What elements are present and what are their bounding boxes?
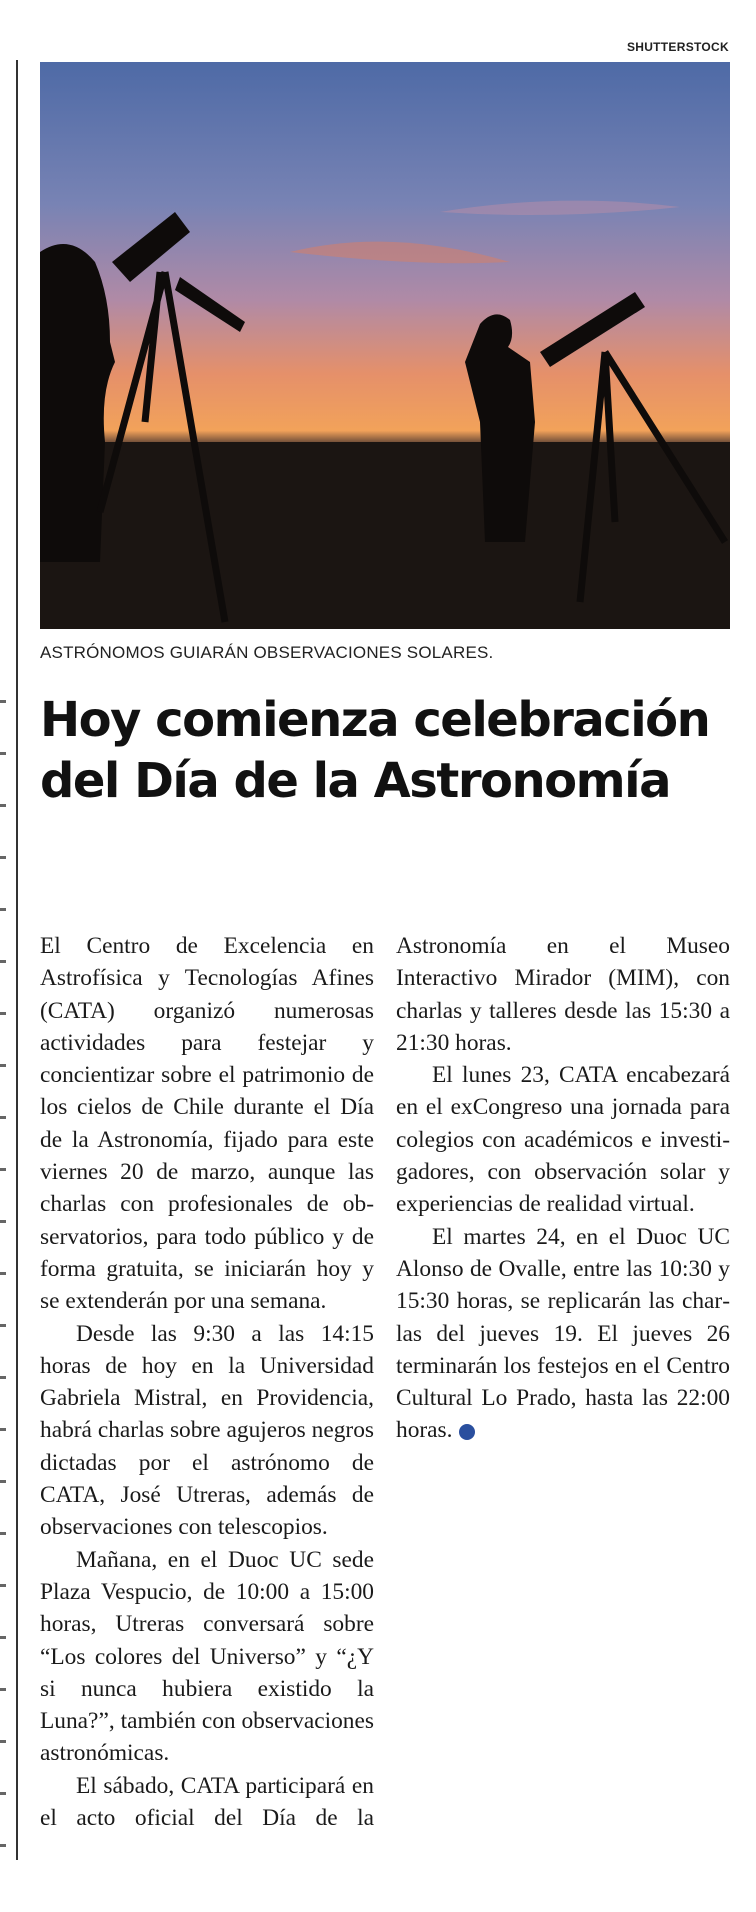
- paragraph-last: [396, 1221, 730, 1447]
- paragraph-text: El martes 24, en el Duoc UC Alonso de Ovalle, entre las 10:30 y 15:30 horas, se replicarán las charlas del jueves 19. El jueves 26 terminarán los festejos en el Centro Cultural Lo Prado, hasta las 22:00 horas.: [396, 1223, 730, 1444]
- paragraph: El lunes 23, CATA encabezará en el exCongreso una jornada para colegios con académicos e investigadores, con observación solar y experiencias de realidad virtual.: [396, 1062, 730, 1218]
- margin-tick-marks: [0, 700, 6, 1850]
- paragraph: Mañana, en el Duoc UC sede Plaza Vespucio, de 10:00 a 15:00 horas, Utreras conversará sobre “Los colores del Universo” y “¿Y si nunca hubiera existido la Luna?”, también con observaciones astronómicas.: [40, 1546, 374, 1767]
- paragraph: Desde las 9:30 a las 14:15 horas de hoy en la Universidad Gabriela Mistral, en Providencia, habrá charlas sobre agujeros negros dictadas por el astrónomo de CATA, José Utreras, además de observaciones con telescopios.: [40, 1320, 374, 1541]
- paragraph: El Centro de Excelencia en Astrofísica y Tecnologías Afines (CATA) organizó numerosas actividades para festejar y concientizar sobre el patrimonio de los cielos de Chile durante el Día de la Astronomía, fijado para este viernes 20 de marzo, aunque las charlas con profesionales de observatorios, para todo público y de forma gratuita, se iniciarán hoy y se extenderán por una semana.: [40, 933, 374, 1315]
- photo-credit: SHUTTERSTOCK: [626, 40, 729, 54]
- photo-caption: ASTRÓNOMOS GUIARÁN OBSERVACIONES SOLARES.: [40, 643, 494, 662]
- article-photo: [40, 62, 730, 629]
- article-body: [40, 930, 730, 1850]
- column-rule: [16, 60, 18, 1860]
- paragraph: El sábado, CATA participará en el acto oficial del Día de la Astronomía en el Museo Interactivo Mirador (MIM), con charlas y talleres desde las 15:30 a 21:30 horas.: [40, 933, 730, 1832]
- star-end-mark-icon: ✪: [459, 1424, 475, 1440]
- article-headline: Hoy comienza celebración del Día de la Astronomía: [40, 692, 710, 809]
